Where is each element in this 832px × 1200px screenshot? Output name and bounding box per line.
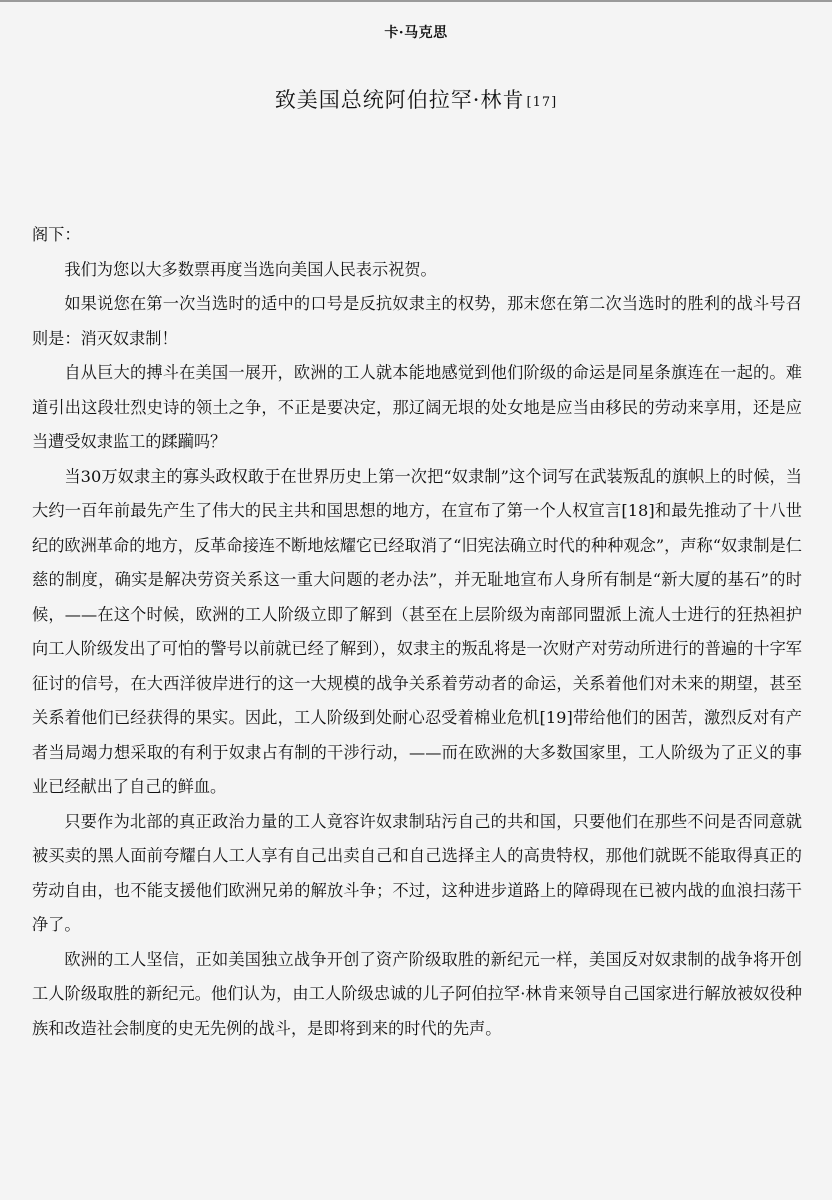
- paragraph: 如果说您在第一次当选时的适中的口号是反抗奴隶主的权势，那末您在第二次当选时的胜利的战斗号召则是：消灭奴隶制！: [32, 294, 802, 348]
- paragraph: 只要作为北部的真正政治力量的工人竟容许奴隶制玷污自己的共和国，只要他们在那些不问是否同意就被买卖的黑人面前夸耀白人工人享有自己出卖自己和自己选择主人的高贵特权，那他们就既不能取得真正的劳动自由，也不能支援他们欧洲兄弟的解放斗争；不过，这种进步道路上的障碍现在已被内战的血浪扫荡干净了。: [32, 811, 802, 934]
- document-body: [32, 218, 802, 1046]
- paragraph: 当30万奴隶主的寡头政权敢于在世界历史上第一次把“奴隶制”这个词写在武装叛乱的旗帜上的时候，当大约一百年前最先产生了伟大的民主共和国思想的地方，在宣布了第一个人权宣言[18]和最先推动了十八世纪的欧洲革命的地方，反革命接连不断地炫耀它已经取消了“旧宪法确立时代的种种观念”，声称“奴隶制是仁慈的制度，确实是解决劳资关系这一重大问题的老办法”，并无耻地宣布人身所有制是“新大厦的基石”的时候，——在这个时候，欧洲的工人阶级立即了解到（甚至在上层阶级为南部同盟派上流人士进行的狂热袒护向工人阶级发出了可怕的警号以前就已经了解到），奴隶主的叛乱将是一次财产对劳动所进行的普遍的十字军征讨的信号，在大西洋彼岸进行的这一大规模的战争关系着劳动者的命运，关系着他们对未来的期望，甚至关系着他们已经获得的果实。因此，工人阶级到处耐心忍受着棉业危机[19]带给他们的困苦，激烈反对有产者当局竭力想采取的有利于奴隶占有制的干涉行动，——而在欧洲的大多数国家里，工人阶级为了正义的事业已经献出了自己的鲜血。: [32, 466, 802, 796]
- paragraph: 欧洲的工人坚信，正如美国独立战争开创了资产阶级取胜的新纪元一样，美国反对奴隶制的战争将开创工人阶级取胜的新纪元。他们认为，由工人阶级忠诚的儿子阿伯拉罕·林肯来领导自己国家进行解放被奴役种族和改造社会制度的史无先例的战斗，是即将到来的时代的先声。: [32, 949, 802, 1038]
- paragraph: 我们为您以大多数票再度当选向美国人民表示祝贺。: [64, 259, 437, 279]
- paragraph: 自从巨大的搏斗在美国一展开，欧洲的工人就本能地感觉到他们阶级的命运是同星条旗连在一起的。难道引出这段壮烈史诗的领土之争，不正是要决定，那辽阔无垠的处女地是应当由移民的劳动来享用，还是应当遭受奴隶监工的蹂躏吗？: [32, 363, 802, 451]
- salutation: 阁下：: [32, 225, 81, 244]
- document-title: [0, 84, 832, 114]
- footnote-reference[interactable]: [17]: [526, 95, 558, 110]
- document-title-text: 致美国总统阿伯拉罕·林肯: [274, 88, 525, 112]
- top-divider: [0, 0, 832, 2]
- running-head: 卡·马克思: [384, 25, 448, 41]
